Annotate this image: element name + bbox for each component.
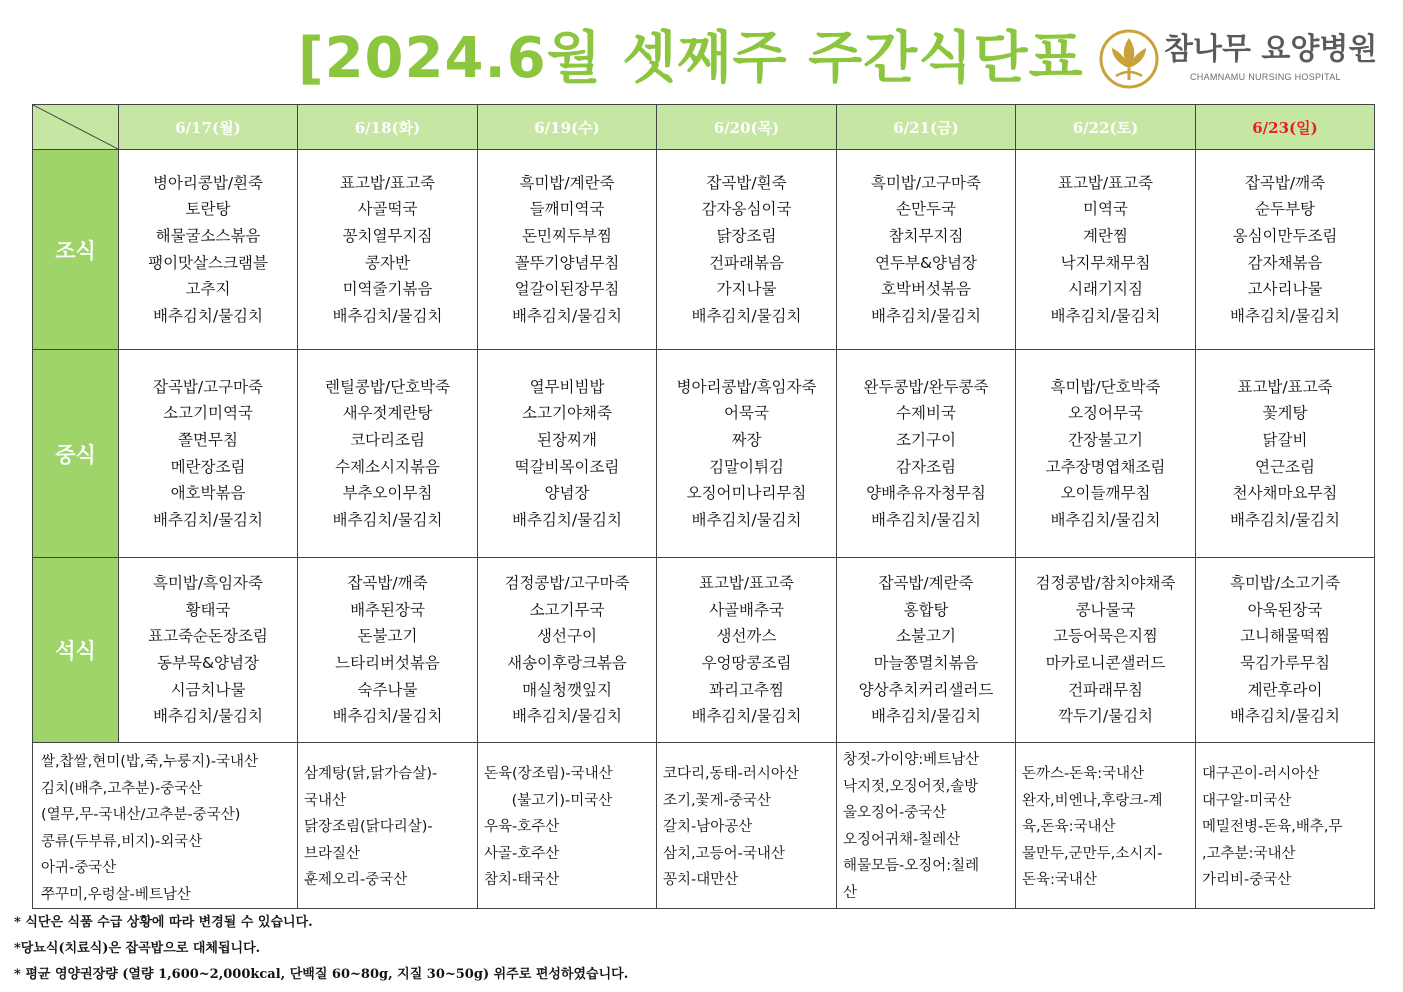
origin-line: 울오징어-중국산 (843, 805, 947, 821)
menu-item: 닭갈비 (1262, 430, 1308, 449)
breakfast-row (33, 150, 1375, 350)
menu-item: 조기구이 (896, 430, 956, 449)
menu-item: 오징어무국 (1068, 404, 1143, 423)
menu-item: 홍합탕 (903, 600, 949, 619)
origin-line: 해물모듬-오징어:칠레 (843, 858, 980, 874)
menu-item: 배추김치/물김치 (332, 306, 443, 325)
day-header-thu: 6/20(목) (657, 105, 837, 150)
origin-line: 대구곤이-러시아산 (1202, 766, 1320, 782)
menu-item: 계란후라이 (1247, 680, 1323, 699)
menu-item: 배추김치/물김치 (152, 510, 264, 529)
origin-line: ,고추분:국내산 (1202, 845, 1296, 862)
menu-item: 수제비국 (896, 404, 956, 423)
origin-line: 대구알-미국산 (1202, 792, 1292, 809)
origin-cell (298, 743, 478, 909)
note-line: * 평균 영양권장량 (열량 1,600~2,000kcal, 단백질 60~80g, 지질 30~50g) 위주로 편성하였습니다. (14, 967, 629, 982)
menu-item: 닭장조림 (716, 226, 777, 245)
menu-item: 시금치나물 (170, 680, 246, 699)
menu-item: 짜장 (731, 430, 762, 449)
menu-item: 시래기지짐 (1068, 280, 1143, 299)
menu-item: 낙지무채무침 (1060, 253, 1151, 272)
origin-cell (1016, 743, 1196, 909)
menu-item: 생선까스 (716, 627, 777, 646)
menu-item: 천사채마요무침 (1232, 484, 1338, 503)
menu-item: 숙주나물 (357, 680, 418, 699)
origin-line: 돈육:국내산 (1022, 872, 1097, 888)
menu-cell (1196, 150, 1375, 350)
menu-item: 완두콩밥/완두콩죽 (863, 377, 989, 396)
menu-item: 잡곡밥/고구마죽 (152, 377, 264, 396)
menu-cell (119, 150, 298, 350)
menu-item: 간장불고기 (1068, 430, 1143, 449)
origin-row (33, 743, 1375, 909)
origin-line: 돈까스-돈육:국내산 (1022, 766, 1145, 782)
origin-line: 육,돈육:국내산 (1022, 819, 1116, 835)
menu-item: 떡갈비목이조림 (514, 457, 620, 476)
menu-item: 잡곡밥/계란죽 (878, 574, 974, 593)
menu-cell (119, 350, 298, 558)
menu-cell (657, 558, 837, 743)
origin-line: 코다리,동태-러시아산 (663, 766, 799, 782)
menu-item: 감자옹심이국 (701, 200, 792, 219)
meal-label-breakfast: 조식 (33, 150, 119, 350)
menu-item: 표고밥/표고죽 (339, 173, 436, 192)
origin-line: 쌀,찹쌀,현미(밥,죽,누룽지)-국내산 (41, 754, 259, 770)
menu-item: 사골떡국 (357, 200, 418, 219)
menu-item: 황태국 (185, 600, 231, 619)
menu-item: 소고기야채죽 (522, 404, 612, 423)
menu-item: 배추김치/물김치 (511, 707, 623, 726)
menu-item: 연근조림 (1255, 457, 1315, 476)
menu-item: 팽이맛살스크램블 (148, 253, 268, 272)
hospital-name: 참나무 요양병원 (1164, 32, 1378, 67)
origin-line: 닭장조림(닭다리살)- (304, 819, 433, 835)
oak-leaf-logo-icon (1098, 28, 1160, 90)
menu-item: 배추김치/물김치 (152, 306, 264, 325)
note-line: * 식단은 식품 수급 상황에 따라 변경될 수 있습니다. (14, 915, 313, 930)
menu-item: 김말이튀김 (709, 457, 784, 476)
menu-item: 메란장조림 (170, 457, 246, 476)
menu-item: 미역국 (1083, 200, 1128, 219)
menu-cell (298, 558, 478, 743)
menu-item: 해물굴소스볶음 (155, 226, 261, 245)
menu-item: 배추김치/물김치 (511, 306, 623, 325)
menu-item: 돈민찌두부찜 (522, 226, 612, 245)
menu-item: 손만두국 (896, 200, 956, 219)
menu-item: 소고기무국 (529, 600, 605, 619)
menu-item: 코다리조림 (350, 430, 425, 449)
origin-line: 오징어귀채-칠레산 (843, 831, 961, 848)
menu-cell (837, 150, 1016, 350)
menu-item: 배추김치/물김치 (691, 306, 802, 325)
menu-cell (298, 150, 478, 350)
menu-item: 감자채볶음 (1247, 253, 1323, 272)
menu-item: 배추김치/물김치 (332, 510, 443, 529)
menu-item: 콩나물국 (1075, 600, 1136, 619)
origin-line: 산 (843, 884, 858, 901)
menu-cell (478, 350, 657, 558)
menu-item: 배추김치/물김치 (1229, 510, 1341, 529)
origin-line: 사골-호주산 (484, 845, 560, 862)
origin-line: 브라질산 (304, 845, 361, 862)
menu-item: 양념장 (544, 484, 590, 503)
dinner-row (33, 558, 1375, 743)
diagonal-line (33, 105, 118, 149)
origin-line: 메밀전병-돈육,배추,무 (1202, 819, 1343, 835)
origin-line: 창젓-가이양:베트남산 (843, 752, 980, 768)
menu-item: 동부묵&양념장 (157, 654, 259, 672)
menu-item: 배추김치/물김치 (332, 707, 443, 726)
menu-item: 검정콩밥/고구마죽 (504, 574, 630, 593)
menu-item: 옹심이만두조림 (1232, 226, 1338, 245)
menu-cell (1016, 150, 1196, 350)
menu-item: 마카로니콘샐러드 (1045, 654, 1166, 672)
menu-cell (1016, 350, 1196, 558)
menu-item: 고등어묵은지찜 (1053, 627, 1158, 646)
menu-item: 깍두기/물김치 (1057, 707, 1154, 726)
meal-label-dinner: 석식 (33, 558, 119, 743)
menu-item: 미역줄기볶음 (342, 280, 433, 299)
menu-item: 소고기미역국 (163, 404, 253, 423)
origin-line: (불고기)-미국산 (484, 792, 613, 809)
origin-line: 물만두,군만두,소시지- (1022, 845, 1163, 862)
menu-item: 우엉땅콩조림 (701, 654, 792, 672)
menu-cell (1016, 558, 1196, 743)
origin-line: 조기,꽃게-중국산 (663, 792, 771, 809)
menu-item: 부추오이무침 (342, 484, 433, 503)
menu-item: 잡곡밥/깨죽 (1244, 173, 1326, 192)
menu-item: 배추김치/물김치 (1050, 510, 1161, 529)
page-title: [2024.6월 셋째주 주간식단표 (298, 26, 1084, 91)
menu-item: 배추된장국 (350, 600, 425, 619)
menu-item: 건파래무침 (1068, 680, 1143, 699)
menu-item: 꽃게탕 (1262, 404, 1308, 423)
origin-line: 우육-호주산 (484, 819, 560, 835)
menu-cell (657, 150, 837, 350)
day-header-mon: 6/17(월) (119, 105, 298, 150)
origin-line: 완자,비엔나,후랑크-계 (1022, 792, 1163, 809)
menu-item: 감자조림 (896, 457, 956, 476)
menu-item: 배추김치/물김치 (1050, 306, 1161, 325)
origin-line: 콩류(두부류,비지)-외국산 (41, 833, 203, 850)
menu-item: 마늘쫑멸치볶음 (873, 654, 979, 672)
menu-item: 배추김치/물김치 (152, 707, 264, 726)
hospital-name-english: CHAMNAMU NURSING HOSPITAL (1190, 72, 1341, 82)
lunch-row (33, 350, 1375, 558)
menu-item: 흑미밥/계란죽 (519, 173, 615, 192)
menu-item: 가지나물 (716, 280, 777, 299)
notes (14, 910, 628, 988)
menu-cell (657, 350, 837, 558)
menu-item: 오징어미나리무침 (686, 484, 807, 503)
menu-item: 느타리버섯볶음 (335, 654, 440, 672)
menu-item: 새우젓계란탕 (342, 404, 433, 423)
corner-cell (33, 105, 119, 150)
menu-item: 수제소시지볶음 (335, 457, 440, 476)
menu-cell (478, 150, 657, 350)
menu-item: 표고밥/표고죽 (1237, 377, 1333, 396)
day-header-tue: 6/18(화) (298, 105, 478, 150)
menu-item: 사골배추국 (709, 600, 784, 619)
menu-cell (298, 350, 478, 558)
origin-line: 훈제오리-중국산 (304, 872, 408, 888)
menu-cell (119, 558, 298, 743)
menu-item: 묵김가루무침 (1240, 654, 1330, 672)
day-header-wed: 6/19(수) (478, 105, 657, 150)
menu-item: 양배추유자청무침 (866, 484, 986, 503)
menu-item: 소불고기 (896, 627, 956, 646)
menu-item: 배추김치/물김치 (1229, 306, 1341, 325)
menu-item: 애호박볶음 (170, 484, 246, 503)
menu-cell (1196, 350, 1375, 558)
menu-item: 들깨미역국 (529, 200, 605, 219)
weekly-menu-table (32, 104, 1375, 909)
origin-cell (837, 743, 1016, 909)
menu-item: 순두부탕 (1255, 200, 1315, 219)
menu-item: 매실청깻잎지 (522, 680, 612, 699)
menu-item: 얼갈이된장무침 (514, 280, 620, 299)
menu-item: 고사리나물 (1247, 280, 1323, 299)
menu-item: 새송이후랑크볶음 (507, 654, 627, 672)
menu-item: 배추김치/물김치 (870, 306, 982, 325)
menu-item: 고추장명엽채조림 (1045, 457, 1166, 476)
menu-item: 호박버섯볶음 (881, 280, 971, 299)
menu-item: 아욱된장국 (1247, 600, 1323, 619)
menu-item: 건파래볶음 (709, 253, 784, 272)
menu-item: 고니해물떡찜 (1240, 627, 1330, 646)
menu-item: 꼴뚜기양념무침 (514, 253, 620, 272)
menu-item: 표고밥/표고죽 (698, 574, 795, 593)
menu-item: 토란탕 (185, 200, 231, 219)
menu-item: 양상추치커리샐러드 (858, 680, 994, 699)
origin-line: 쭈꾸미,우렁살-베트남산 (41, 886, 191, 903)
menu-item: 배추김치/물김치 (691, 707, 802, 726)
menu-item: 돈불고기 (357, 627, 418, 646)
menu-item: 꽁치열무지짐 (342, 226, 433, 245)
menu-item: 렌틸콩밥/단호박죽 (324, 377, 450, 396)
day-header-sat: 6/22(토) (1016, 105, 1196, 150)
origin-cell (657, 743, 837, 909)
origin-line: 삼치,고등어-국내산 (663, 845, 785, 862)
note-line: *당뇨식(치료식)은 잡곡밥으로 대체됩니다. (14, 941, 261, 956)
origin-line: 삼계탕(닭,닭가슴살)- (304, 766, 438, 782)
origin-line: 갈치-남아공산 (663, 819, 753, 835)
menu-item: 흑미밥/고구마죽 (870, 173, 982, 192)
menu-cell (1196, 558, 1375, 743)
origin-line: 가리비-중국산 (1202, 872, 1292, 888)
menu-item: 잡곡밥/깨죽 (347, 574, 428, 593)
day-header-fri: 6/21(금) (837, 105, 1016, 150)
menu-item: 검정콩밥/참치야채죽 (1035, 574, 1176, 593)
menu-cell (837, 350, 1016, 558)
menu-item: 배추김치/물김치 (870, 707, 982, 726)
menu-item: 계란찜 (1083, 226, 1128, 245)
menu-item: 배추김치/물김치 (870, 510, 982, 529)
menu-item: 표고밥/표고죽 (1057, 173, 1154, 192)
menu-item: 생선구이 (537, 627, 597, 646)
menu-item: 병아리콩밥/흰죽 (152, 173, 264, 192)
menu-item: 표고죽순돈장조림 (148, 627, 268, 646)
menu-item: 어묵국 (724, 404, 769, 423)
origin-line: 김치(배추,고추분)-중국산 (41, 780, 203, 797)
menu-item: 쫄면무침 (178, 430, 238, 449)
menu-item: 된장찌개 (537, 430, 597, 449)
menu-cell (478, 558, 657, 743)
menu-item: 배추김치/물김치 (511, 510, 623, 529)
origin-line: (열무,무-국내산/고추분-중국산) (41, 807, 241, 823)
origin-line: 낙지젓,오징어젓,솔방 (843, 778, 979, 795)
day-header-sun: 6/23(일) (1196, 105, 1375, 150)
menu-item: 병아리콩밥/흑임자죽 (676, 377, 817, 396)
menu-item: 참치무지짐 (888, 226, 964, 245)
origin-cell (33, 743, 298, 909)
header-row (33, 105, 1375, 150)
menu-item: 꽈리고추찜 (709, 680, 784, 699)
menu-item: 연두부&양념장 (875, 253, 977, 272)
menu-item: 잡곡밥/흰죽 (706, 173, 787, 192)
menu-item: 오이들깨무침 (1060, 484, 1151, 503)
menu-item: 배추김치/물김치 (1229, 707, 1341, 726)
origin-line: 국내산 (304, 792, 347, 809)
hospital-logo (1098, 28, 1378, 92)
menu-item: 흑미밥/흑임자죽 (152, 574, 264, 593)
origin-line: 꽁치-대만산 (663, 872, 739, 888)
menu-cell (837, 558, 1016, 743)
origin-line: 참치-태국산 (484, 872, 560, 888)
meal-label-lunch: 중식 (33, 350, 119, 558)
origin-line: 아귀-중국산 (41, 860, 117, 876)
origin-line: 돈육(장조림)-국내산 (484, 766, 613, 782)
menu-item: 열무비빔밥 (529, 377, 605, 396)
menu-item: 콩자반 (365, 253, 410, 272)
menu-item: 고추지 (185, 280, 231, 299)
menu-item: 배추김치/물김치 (691, 510, 802, 529)
origin-cell (1196, 743, 1375, 909)
menu-item: 흑미밥/단호박죽 (1050, 377, 1161, 396)
menu-item: 흑미밥/소고기죽 (1229, 574, 1341, 593)
origin-cell (478, 743, 657, 909)
